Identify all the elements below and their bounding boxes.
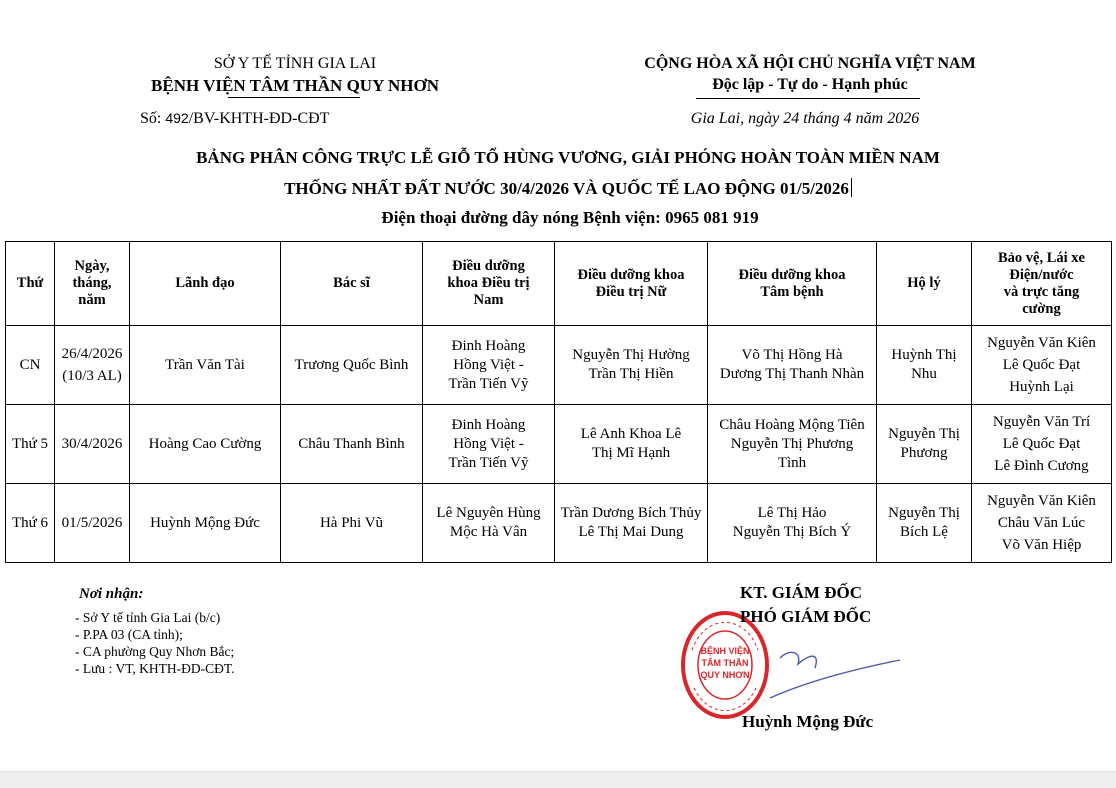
cell-leader — [130, 326, 281, 405]
table-header-cell — [55, 242, 130, 326]
cell-day — [6, 484, 55, 563]
header-line: Nam — [473, 292, 504, 308]
recipient-item: - CA phường Quy Nhơn Bắc; — [75, 644, 235, 659]
cell-line: Lê Anh Khoa Lê — [580, 426, 682, 442]
duty-schedule-table — [5, 241, 1112, 563]
cell-line: Lê Thị Mai Dung — [578, 524, 684, 540]
cell-line: Trần Dương Bích Thủy — [560, 505, 702, 521]
cell-doctor — [281, 326, 423, 405]
svg-text:TÂM THẦN: TÂM THẦN — [701, 658, 749, 668]
header-line: Ngày, — [74, 258, 110, 274]
header-line: tháng, — [72, 275, 112, 291]
document-number-suffix: /BV-KHTH-ĐD-CĐT — [188, 110, 330, 127]
cell-line: Trần Văn Tài — [165, 356, 245, 373]
cell-line: Lê Thị Hảo — [757, 505, 827, 521]
recipient-item: - Sở Y tế tỉnh Gia Lai (b/c) — [75, 610, 221, 625]
cell-line: Hồng Việt - — [453, 435, 524, 452]
document-number-prefix: Số: — [140, 110, 162, 127]
cell-line: Châu Hoàng Mộng Tiên — [719, 416, 865, 433]
table-row — [6, 405, 1112, 484]
cell-nurse-psych — [708, 484, 877, 563]
cell-line: Đinh Hoàng — [451, 416, 526, 433]
national-heading: CỘNG HÒA XÃ HỘI CHỦ NGHĨA VIỆT NAM — [644, 55, 976, 72]
cell-line: Tình — [777, 454, 807, 471]
cell-nurse-psych — [708, 405, 877, 484]
cell-doctor — [281, 405, 423, 484]
cell-nurse-male — [423, 484, 555, 563]
cell-security — [972, 326, 1112, 405]
cell-line: 30/4/2026 — [61, 436, 123, 452]
signature-on-behalf: KT. GIÁM ĐỐC — [740, 583, 862, 602]
cell-line: Nguyễn Văn Kiên — [987, 335, 1096, 351]
cell-security — [972, 484, 1112, 563]
cell-line: Trần Tiến Vỹ — [448, 375, 529, 392]
cell-line: Hà Phi Vũ — [319, 514, 384, 531]
parent-organization: SỞ Y TẾ TỈNH GIA LAI — [213, 55, 377, 72]
hotline-text: Điện thoại đường dây nóng Bệnh viện: 0965 081 919 — [381, 208, 759, 227]
cell-line: Huỳnh Thị — [891, 347, 957, 363]
cell-orderly — [877, 326, 972, 405]
table-header-cell — [877, 242, 972, 326]
cell-line: Châu Thanh Bình — [298, 435, 405, 452]
cell-line: Nguyễn Văn Trí — [992, 414, 1091, 430]
header-line: và trực tăng — [1003, 283, 1080, 300]
hospital-name: BỆNH VIỆN TÂM THẦN QUY NHƠN — [151, 76, 439, 95]
cell-line: 01/5/2026 — [61, 515, 123, 531]
cell-nurse-male — [423, 326, 555, 405]
cell-day — [6, 405, 55, 484]
header-line: Điều trị Nữ — [595, 283, 667, 300]
cell-line: Hoàng Cao Cường — [148, 435, 262, 452]
cell-orderly — [877, 484, 972, 563]
header-line: cường — [1022, 300, 1061, 317]
cell-line: Thứ 5 — [11, 435, 49, 452]
table-header-cell — [6, 242, 55, 326]
cell-line: Lê Nguyên Hùng — [436, 505, 541, 521]
cell-line: Thị Mĩ Hạnh — [591, 445, 671, 461]
document-number — [140, 110, 329, 128]
hospital-name-underline — [228, 97, 360, 98]
cell-date — [55, 326, 130, 405]
header-line: Tâm bệnh — [760, 283, 824, 300]
national-motto: Độc lập - Tự do - Hạnh phúc — [712, 76, 908, 93]
header-line: Lãnh đạo — [175, 275, 235, 291]
header-line: Điện/nước — [1009, 266, 1074, 283]
cell-line: Nguyễn Thị Bích Ý — [732, 524, 852, 540]
cell-date — [55, 484, 130, 563]
document-number-value: 492 — [165, 110, 189, 126]
viewer-bottom-bar — [0, 771, 1116, 788]
table-header-cell — [555, 242, 708, 326]
cell-line: Lê Quốc Đạt — [1002, 436, 1081, 452]
text-cursor — [851, 178, 852, 197]
document-title-line-2-text: THỐNG NHẤT ĐẤT NƯỚC 30/4/2026 VÀ QUỐC TẾ LAO ĐỘNG 01/5/2026 — [284, 179, 849, 198]
table-header-row — [6, 242, 1112, 326]
issue-date: Gia Lai, ngày 24 tháng 4 năm 2026 — [690, 110, 920, 127]
table-header-cell — [130, 242, 281, 326]
cell-doctor — [281, 484, 423, 563]
cell-line: Mộc Hà Vân — [449, 524, 528, 540]
cell-line: Võ Văn Hiệp — [1001, 537, 1082, 553]
cell-leader — [130, 484, 281, 563]
cell-line: Nguyễn Văn Kiên — [987, 493, 1096, 509]
recipients-block — [75, 586, 235, 677]
handwritten-signature — [760, 640, 910, 710]
header-line: Hộ lý — [907, 275, 941, 291]
signature-position: PHÓ GIÁM ĐỐC — [740, 607, 872, 626]
table-body — [6, 326, 1112, 563]
document-title-line-2 — [0, 178, 1116, 199]
cell-line: Hồng Việt - — [453, 356, 524, 373]
cell-line: Nguyễn Thị — [888, 426, 960, 442]
cell-line: Huỳnh Mộng Đức — [150, 514, 260, 531]
table-header-cell — [708, 242, 877, 326]
cell-line: Lê Quốc Đạt — [1002, 357, 1081, 373]
recipient-item: - Lưu : VT, KHTH-ĐD-CĐT. — [75, 661, 235, 676]
cell-line: Võ Thị Hồng Hà — [741, 347, 843, 363]
cell-line: Châu Văn Lúc — [997, 515, 1086, 531]
cell-line: Thứ 6 — [11, 514, 49, 531]
header-line: Bác sĩ — [333, 275, 370, 291]
cell-nurse-psych — [708, 326, 877, 405]
cell-line: CN — [19, 356, 41, 373]
cell-line: Nguyễn Thị Hường — [572, 347, 690, 363]
table-row — [6, 484, 1112, 563]
header-line: năm — [78, 292, 106, 308]
cell-line: 26/4/2026 — [61, 346, 123, 362]
cell-nurse-female — [555, 484, 708, 563]
recipient-item: - P.PA 03 (CA tỉnh); — [75, 627, 183, 642]
cell-line: Trần Thị Hiền — [588, 366, 674, 382]
cell-line: Đinh Hoàng — [451, 337, 526, 354]
table-row — [6, 326, 1112, 405]
cell-nurse-male — [423, 405, 555, 484]
motto-underline — [696, 98, 920, 99]
cell-line: Trần Tiến Vỹ — [448, 454, 529, 471]
cell-line: Nhu — [911, 366, 937, 382]
cell-line: Trương Quốc Bình — [294, 356, 409, 373]
svg-text:QUY NHƠN: QUY NHƠN — [700, 670, 750, 680]
signer-name: Huỳnh Mộng Đức — [742, 712, 874, 731]
cell-line: Huỳnh Lại — [1009, 379, 1074, 395]
header-line: Thứ — [16, 275, 44, 291]
header-line: Điều dưỡng — [452, 258, 525, 274]
cell-security — [972, 405, 1112, 484]
recipients-list — [75, 609, 235, 677]
cell-day — [6, 326, 55, 405]
cell-line: Lê Đình Cương — [994, 458, 1089, 474]
cell-line: Nguyễn Thị — [888, 505, 960, 521]
document-title-line-1: BẢNG PHÂN CÔNG TRỰC LỄ GIỖ TỔ HÙNG VƯƠNG, GIẢI PHÓNG HOÀN TOÀN MIỀN NAM — [196, 148, 940, 167]
duty-table-container — [5, 241, 1112, 563]
recipients-heading: Nơi nhận: — [79, 586, 144, 602]
cell-line: Phương — [900, 445, 948, 461]
cell-line: Nguyễn Thị Phương — [730, 435, 854, 452]
header-line: Điều dưỡng khoa — [738, 266, 846, 283]
header-line: Bảo vệ, Lái xe — [998, 249, 1085, 266]
table-header-cell — [281, 242, 423, 326]
cell-nurse-female — [555, 326, 708, 405]
header-line: Điều dưỡng khoa — [577, 266, 685, 283]
header-line: khoa Điều trị — [447, 275, 530, 291]
cell-line: Bích Lệ — [900, 524, 948, 540]
table-header-cell — [972, 242, 1112, 326]
table-header-cell — [423, 242, 555, 326]
cell-nurse-female — [555, 405, 708, 484]
cell-date — [55, 405, 130, 484]
cell-line: (10/3 AL) — [62, 368, 122, 384]
cell-leader — [130, 405, 281, 484]
svg-text:BỆNH VIỆN: BỆNH VIỆN — [700, 646, 750, 656]
cell-orderly — [877, 405, 972, 484]
cell-line: Dương Thị Thanh Nhàn — [719, 366, 865, 382]
